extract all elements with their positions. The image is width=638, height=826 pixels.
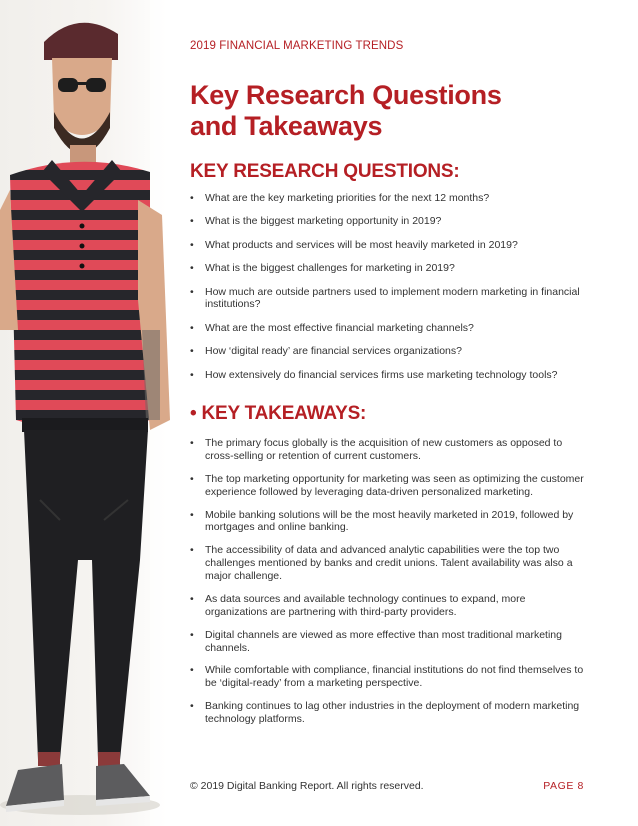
hero-photo <box>0 0 172 826</box>
list-item: • The primary focus globally is the acquisition of new customers as opposed to cross-selling or retention of current customers. <box>190 437 590 463</box>
page-content <box>190 0 610 826</box>
man-leaning-illustration <box>0 0 172 826</box>
list-item: • How ‘digital ready’ are financial services organizations? <box>190 345 590 358</box>
list-item: • What is the biggest marketing opportunity in 2019? <box>190 215 590 228</box>
list-item: • What are the key marketing priorities for the next 12 months? <box>190 192 590 205</box>
key-takeaways-heading <box>190 403 366 425</box>
list-item: • Digital channels are viewed as more effective than most traditional marketing channels. <box>190 629 590 655</box>
list-item: • How extensively do financial services firms use marketing technology tools? <box>190 369 590 382</box>
heading-bullet: • <box>190 403 197 424</box>
list-item: • While comfortable with compliance, financial institutions do not find themselves to be ‘digital-ready’ from a marketing perspective. <box>190 664 590 690</box>
list-item: • What products and services will be most heavily marketed in 2019? <box>190 239 590 252</box>
key-takeaways-list <box>190 437 590 736</box>
list-item: • Banking continues to lag other industries in the deployment of modern marketing technology platforms. <box>190 700 590 726</box>
page-title-line-2: and Takeaways <box>190 111 383 141</box>
report-kicker: 2019 FINANCIAL MARKETING TRENDS <box>190 40 404 52</box>
key-takeaways-heading-text: KEY TAKEAWAYS: <box>201 403 367 424</box>
list-item: • The accessibility of data and advanced analytic capabilities were the top two challenges mentioned by banks and credit unions. Talent availability was also a major challenge. <box>190 544 590 582</box>
list-item: • What is the biggest challenges for marketing in 2019? <box>190 262 590 275</box>
list-item: • The top marketing opportunity for marketing was seen as optimizing the customer experience followed by leveraging data-driven personalized marketing. <box>190 473 590 499</box>
page-number: PAGE 8 <box>543 780 584 792</box>
page-title <box>190 80 610 142</box>
list-item: • What are the most effective financial marketing channels? <box>190 322 590 335</box>
page-title-line-1: Key Research Questions <box>190 80 502 110</box>
list-item: • How much are outside partners used to implement modern marketing in financial institutions? <box>190 286 590 312</box>
list-item: • As data sources and available technology continues to expand, more organizations are partnering with third-party providers. <box>190 593 590 619</box>
research-questions-heading: KEY RESEARCH QUESTIONS: <box>190 161 460 182</box>
research-questions-list <box>190 192 590 392</box>
list-item: • Mobile banking solutions will be the most heavily marketed in 2019, followed by mortgages and online banking. <box>190 509 590 535</box>
copyright-notice: © 2019 Digital Banking Report. All rights reserved. <box>190 780 424 792</box>
